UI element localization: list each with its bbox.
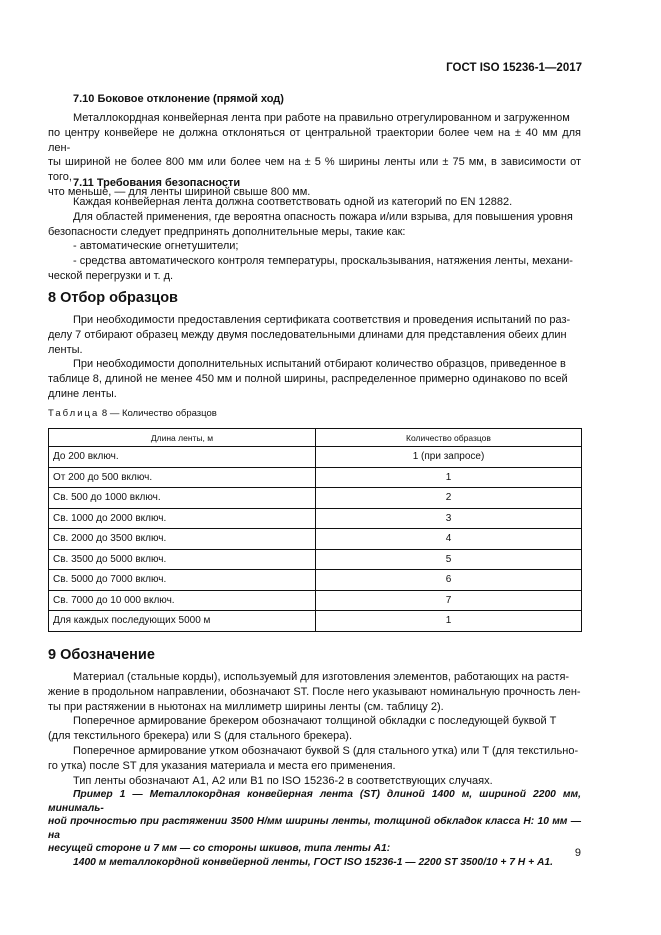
text-line: ной прочностью при растяжении 3500 Н/мм ширины ленты, толщиной обкладок класса H: 10 мм — на	[48, 816, 581, 841]
table-cell: 4	[316, 529, 582, 550]
table-row	[49, 590, 582, 611]
text-line: Поперечное армирование брекером обозначают толщиной обкладки с последующей буквой T	[73, 715, 557, 728]
table-cell: Св. 3500 до 5000 включ.	[49, 549, 316, 570]
section-8-text	[48, 313, 581, 402]
text-line: 1400 м металлокордной конвейерной ленты, ГОСТ ISO 15236-1 — 2200 ST 3500/10 + 7 H + А1.	[73, 856, 553, 868]
table-cell: Св. 5000 до 7000 включ.	[49, 570, 316, 591]
table-row	[49, 508, 582, 529]
column-header: Длина ленты, м	[49, 429, 316, 447]
text-line: Для областей применения, где вероятна опасность пожара и/или взрыва, для повышения уровня	[73, 210, 573, 223]
text-line: безопасности следует предпринять дополнительные меры, такие как:	[48, 225, 406, 238]
text-line: Пример 1 — Металлокордная конвейерная лента (ST) длиной 1400 м, шириной 2200 мм, минималь-	[48, 789, 581, 814]
table-caption: Таблица 8 — Количество образцов	[48, 408, 217, 419]
text-line: длине ленты.	[48, 387, 117, 400]
document-header: ГОСТ ISO 15236-1—2017	[446, 62, 582, 74]
text-line: (для текстильного брекера) или S (для стального брекера).	[48, 730, 353, 743]
table-cell: Для каждых последующих 5000 м	[49, 611, 316, 632]
table-row	[49, 529, 582, 550]
table-cell: Св. 1000 до 2000 включ.	[49, 508, 316, 529]
table-cell: 3	[316, 508, 582, 529]
table-row	[49, 488, 582, 509]
text-line: ленты.	[48, 343, 83, 356]
text-line: что меньше, — для ленты шириной свыше 800 мм.	[48, 185, 311, 198]
page-number: 9	[574, 847, 581, 859]
text-line: ты при растяжении в ньютонах на миллиметр ширины ленты (см. таблицу 2).	[48, 700, 444, 713]
text-line: ческой перегрузки и т. д.	[48, 269, 174, 282]
text-line: При необходимости предоставления сертификата соответствия и проведения испытаний по раз-	[73, 314, 571, 326]
table-cell: От 200 до 500 включ.	[49, 467, 316, 488]
table-cell: 1	[316, 467, 582, 488]
text-line: делу 7 отбирают образец между двумя последовательными длинами для представления обеих длин	[48, 328, 567, 341]
section-9-title: 9 Обозначение	[48, 647, 155, 663]
column-header: Количество образцов	[316, 429, 582, 447]
section-9-text	[48, 670, 581, 788]
samples-table	[48, 428, 582, 632]
table-row	[49, 467, 582, 488]
table-row	[49, 570, 582, 591]
table-cell: 5	[316, 549, 582, 570]
text-line: несущей стороне и 7 мм — со стороны шкивов, типа ленты А1:	[48, 843, 391, 855]
section-7-11-text	[48, 195, 581, 284]
text-line: При необходимости дополнительных испытаний отбирают количество образцов, приведенное в	[73, 358, 566, 371]
table-cell: До 200 включ.	[49, 447, 316, 468]
text-line: Металлокордная конвейерная лента при работе на правильно отрегулированном и загруженном	[73, 112, 570, 124]
section-8-title: 8 Отбор образцов	[48, 290, 178, 306]
text-line: ты шириной не более 800 мм или более чем на ± 5 % ширины ленты или ± 75 мм, в зависимости от того,	[48, 156, 581, 184]
text-line: по центру конвейере не должна отклоняться от центральной траектории более чем на ± 40 мм для лен-	[48, 126, 581, 154]
text-line: Поперечное армирование утком обозначают буквой S (для стального утка) или T (для текстильно-	[73, 744, 579, 757]
table-cell: 1 (при запросе)	[316, 447, 582, 468]
table-cell: 6	[316, 570, 582, 591]
text-line: таблице 8, длиной не менее 450 мм и полной ширины, распределенное примерно одинаково по всей	[48, 373, 568, 386]
section-7-11-title: 7.11 Требования безопасности	[73, 177, 241, 189]
table-cell: Св. 2000 до 3500 включ.	[49, 529, 316, 550]
section-7-10-title: 7.10 Боковое отклонение (прямой ход)	[73, 93, 284, 105]
table-cell: Св. 7000 до 10 000 включ.	[49, 590, 316, 611]
table-header-row	[49, 429, 582, 447]
text-line: Тип ленты обозначают А1, А2 или В1 по ISO 15236-2 в соответствующих случаях.	[73, 774, 493, 787]
table-row	[49, 447, 582, 468]
text-line: жение в продольном направлении, обозначают ST. После него указывают номинальную прочность лен-	[48, 685, 581, 698]
table-cell: Св. 500 до 1000 включ.	[49, 488, 316, 509]
text-line: го утка) после ST для указания материала и места его применения.	[48, 759, 396, 772]
list-item: - средства автоматического контроля температуры, проскальзывания, натяжения ленты, механи-	[73, 255, 573, 268]
table-cell: 1	[316, 611, 582, 632]
table-cell: 7	[316, 590, 582, 611]
table-row	[49, 611, 582, 632]
list-item: - автоматические огнетушители;	[73, 240, 239, 253]
example-1	[48, 788, 581, 870]
table-row	[49, 549, 582, 570]
text-line: Материал (стальные корды), используемый для изготовления элементов, работающих на растя-	[73, 671, 570, 683]
text-line: Каждая конвейерная лента должна соответствовать одной из категорий по EN 12882.	[73, 196, 513, 208]
table-cell: 2	[316, 488, 582, 509]
